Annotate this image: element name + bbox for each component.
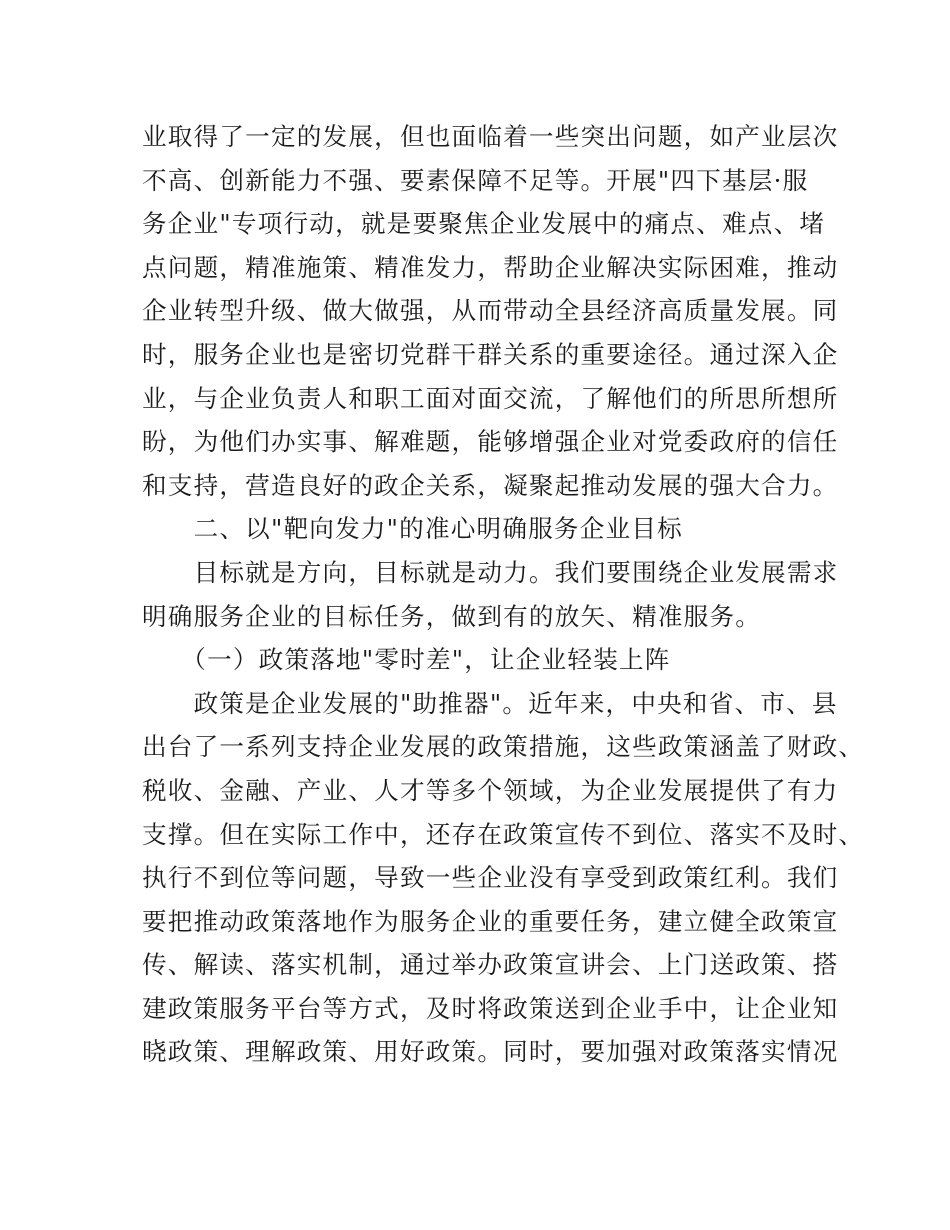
text-line: 时，服务企业也是密切党群干群关系的重要途径。通过深入企	[142, 339, 839, 369]
text-line: 晓政策、理解政策、用好政策。同时，要加强对政策落实情况	[142, 1037, 839, 1067]
text-line: 政策是企业发展的"助推器"。近年来，中央和省、市、县	[142, 688, 838, 718]
paragraph-intro-continued	[142, 115, 839, 507]
text-line: 不高、创新能力不强、要素保障不足等。开展"四下基层·服	[142, 165, 809, 195]
text-line: 业，与企业负责人和职工面对面交流，了解他们的所思所想所	[142, 383, 839, 413]
paragraph-policy	[142, 682, 865, 1074]
text-line: 明确服务企业的目标任务，做到有的放矢、精准服务。	[142, 601, 762, 631]
text-line: 税收、金融、产业、人才等多个领域，为企业发展提供了有力	[142, 775, 839, 805]
text-line: 支撑。但在实际工作中，还存在政策宣传不到位、落实不及时、	[142, 819, 865, 849]
text-line: 执行不到位等问题，导致一些企业没有享受到政策红利。我们	[142, 863, 839, 893]
text-line: 务企业"专项行动，就是要聚焦企业发展中的痛点、难点、堵	[142, 209, 826, 239]
text-line: 目标就是方向，目标就是动力。我们要围绕企业发展需求	[142, 557, 839, 587]
heading-line: （一）政策落地"零时差"，让企业轻装上阵	[142, 645, 671, 675]
document-body	[142, 115, 865, 1074]
text-line: 要把推动政策落地作为服务企业的重要任务，建立健全政策宣	[142, 906, 839, 936]
text-line: 点问题，精准施策、精准发力，帮助企业解决实际困难，推动	[142, 252, 839, 282]
text-line: 盼，为他们办实事、解难题，能够增强企业对党委政府的信任	[142, 427, 839, 457]
heading-line: 二、以"靶向发力"的准心明确服务企业目标	[142, 514, 683, 544]
text-line: 建政策服务平台等方式，及时将政策送到企业手中，让企业知	[142, 993, 839, 1023]
text-line: 传、解读、落实机制，通过举办政策宣讲会、上门送政策、搭	[142, 950, 839, 980]
text-line: 业取得了一定的发展，但也面临着一些突出问题，如产业层次	[142, 122, 839, 151]
text-line: 和支持，营造良好的政企关系，凝聚起推动发展的强大合力。	[142, 470, 839, 500]
text-line: 企业转型升级、做大做强，从而带动全县经济高质量发展。同	[142, 296, 839, 326]
text-line: 出台了一系列支持企业发展的政策措施，这些政策涵盖了财政、	[142, 732, 865, 762]
paragraph-section-2-intro	[142, 551, 839, 638]
subsection-heading-1	[142, 638, 832, 682]
section-heading-2	[142, 507, 832, 551]
